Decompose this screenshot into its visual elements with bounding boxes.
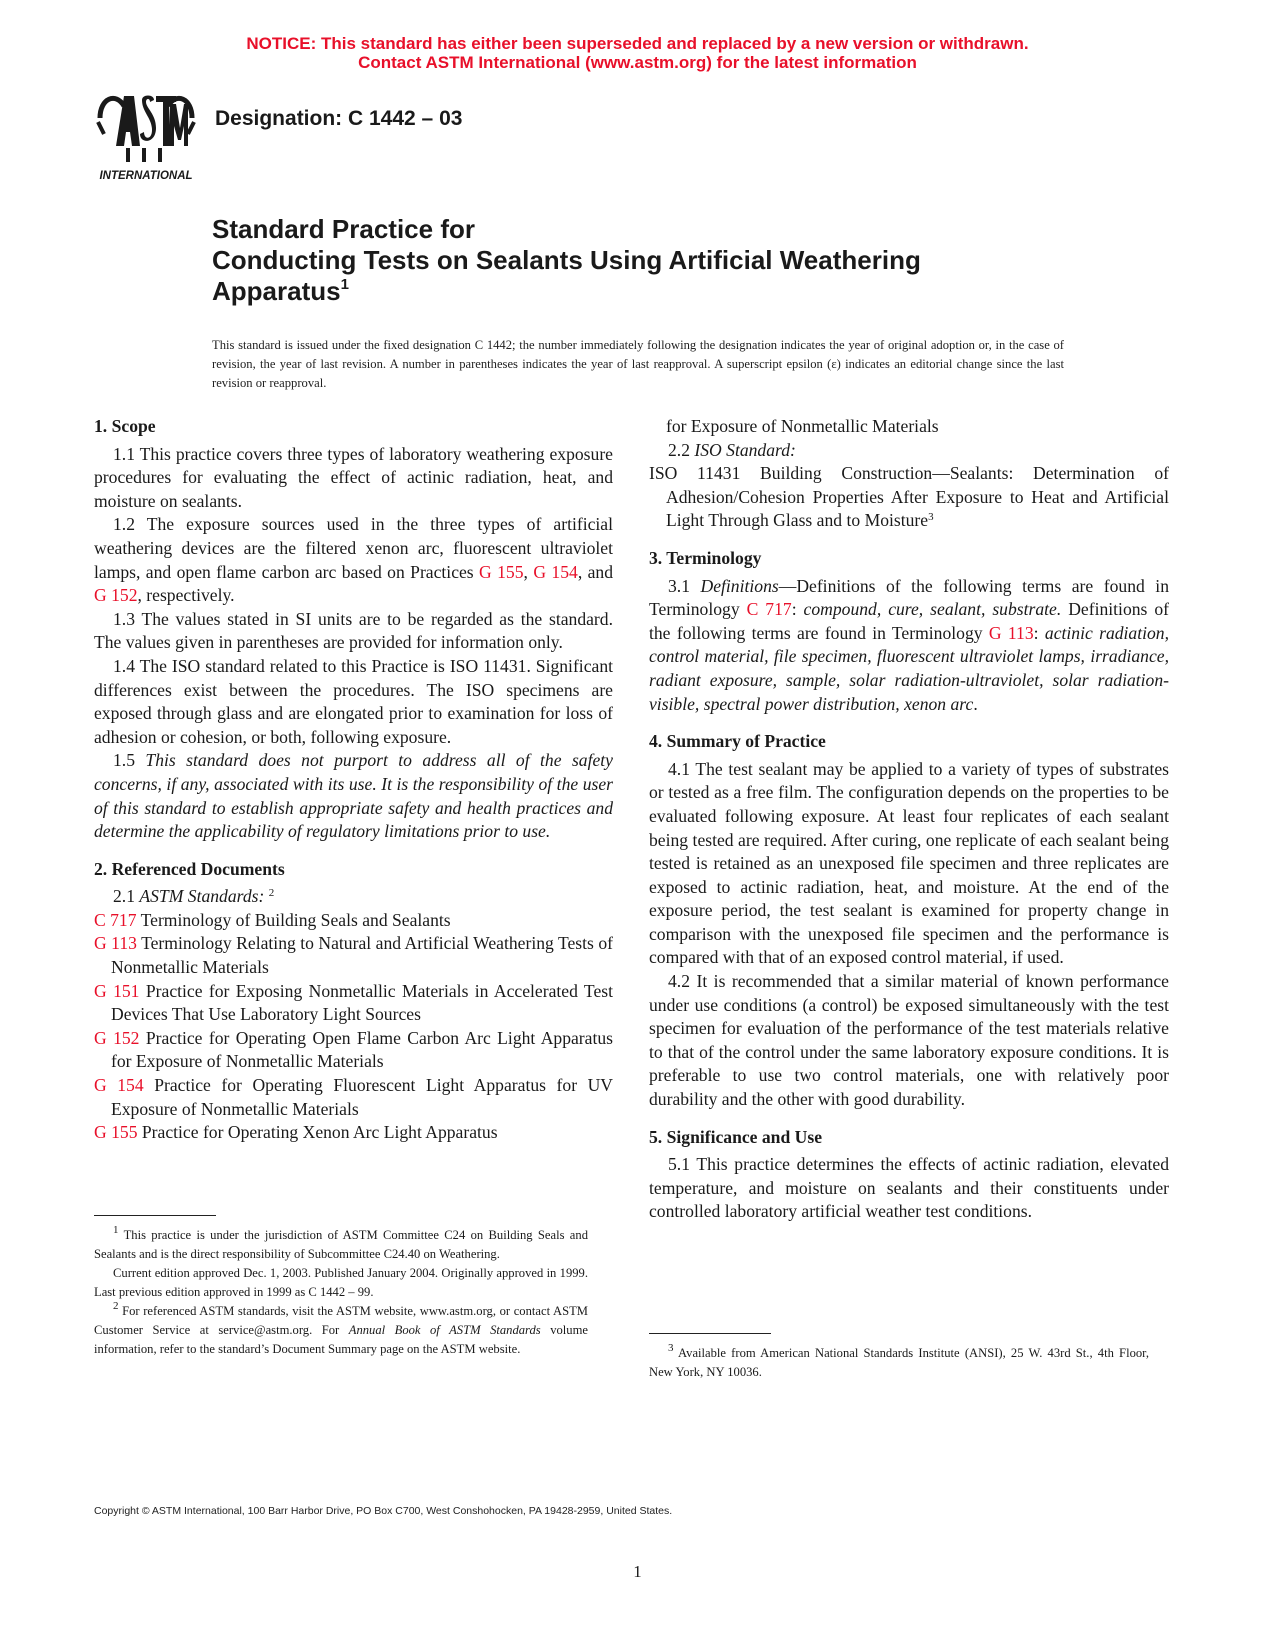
left-column (94, 415, 614, 1356)
paragraph-1-2 (94, 513, 613, 607)
link-g155[interactable]: G 155 (94, 1122, 138, 1143)
section-heading-scope: 1. Scope (94, 416, 156, 436)
superseded-notice (0, 34, 1275, 72)
paragraph-1-2-end: , respectively. (137, 585, 235, 606)
section-heading-significance: 5. Significance and Use (649, 1126, 823, 1147)
footnote-3-mark: 3 (668, 1342, 674, 1354)
referenced-standard-item (94, 909, 613, 933)
title-footnote-mark: 1 (340, 276, 349, 293)
paragraph-1-4: 1.4 The ISO standard related to this Practice is ISO 11431. Significant differences exist between the procedures. The ISO specimens are exposed through glass and are elongated prior to examination for loss of adhesion or cohesion, or both, following exposure. (94, 655, 613, 747)
title-line-3 (212, 276, 1072, 307)
footnote-2-italic: Annual Book of ASTM Standards (348, 1323, 541, 1337)
referenced-standard-item (94, 1074, 613, 1121)
paragraph-2-1-number: 2.1 (113, 886, 140, 907)
referenced-standard-item (94, 980, 613, 1027)
link-g113[interactable]: G 113 (94, 933, 137, 954)
copyright: Copyright © ASTM International, 100 Barr Harbor Drive, PO Box C700, West Conshohocken, PA 19428-2959, United States. (94, 1505, 673, 1517)
paragraph-1-2-text: 1.2 The exposure sources used in the three types of artificial weathering devices are the filtered xenon arc, fluorescent ultraviolet lamps, and open flame carbon arc based on Practices (94, 514, 613, 582)
right-column (649, 415, 1169, 1379)
issued-statement: This standard is issued under the fixed designation C 1442; the number immediately following the designation indicates the year of original adoption or, in the case of revision, the year of last revision. A number in parentheses indicates the year of last reapproval. A superscript epsilon (ε) indicates an editorial change since the last revision or reapproval. (212, 338, 1064, 390)
logo-text: INTERNATIONAL (99, 170, 193, 182)
footnote-1-mark: 1 (113, 1224, 119, 1236)
page-number: 1 (633, 1562, 642, 1581)
paragraph-3-1 (649, 575, 1169, 717)
terminology-end: . (973, 693, 978, 714)
referenced-standard-title: Practice for Operating Fluorescent Light Apparatus for UV Exposure of Nonmetallic Materials (111, 1075, 614, 1119)
referenced-standard-item (94, 1121, 613, 1145)
footnote-1-text: This practice is under the jurisdiction of ASTM Committee C24 on Building Seals and Sealants and is the direct responsibility of Subcommittee C24.40 on Weathering. (94, 1228, 588, 1261)
footnote-2 (94, 1302, 588, 1359)
section-heading-terminology: 3. Terminology (649, 547, 762, 568)
paragraph-3-1-number: 3.1 (668, 575, 701, 596)
terms-c717: compound, cure, sealant, substrate. (803, 599, 1062, 620)
footnote-3-text: Available from American National Standards Institute (ANSI), 25 W. 43rd St., 4th Floor, New York, NY 10036. (649, 1346, 1149, 1379)
footnote-2-text-end: volume information, refer to the standard’s Document Summary page on the ASTM website. (94, 1323, 588, 1356)
section-heading-summary: 4. Summary of Practice (649, 731, 826, 752)
designation: Designation: C 1442 – 03 (215, 107, 463, 130)
definitions-label: Definitions (700, 575, 779, 596)
terminology-text: —Definitions of the following terms are found in Terminology (649, 575, 1169, 620)
iso-11431-text: ISO 11431 Building Construction—Sealants: Determination of Adhesion/Cohesion Properties After Exposure to Heat and Artificial Light Through Glass and to Moisture (649, 463, 1169, 531)
title-line-2: Conducting Tests on Sealants Using Artificial Weathering (212, 245, 921, 275)
astm-international-logo (94, 88, 198, 184)
paragraph-1-3: 1.3 The values stated in SI units are to be regarded as the standard. The values given in parentheses are provided for information only. (94, 608, 613, 653)
separator: , (523, 561, 534, 582)
footnotes-left (94, 1215, 588, 1359)
paragraph-1-5-number: 1.5 (113, 750, 146, 771)
safety-caveat: This standard does not purport to address all of the safety concerns, if any, associated with its use. It is the responsibility of the user of this standard to establish appropriate safety and health practices and determine the applicability of regulatory limitations prior to use. (94, 750, 613, 842)
notice-line-2: Contact ASTM International (www.astm.org) for the latest information (358, 53, 917, 72)
referenced-standard-item (94, 1027, 613, 1074)
referenced-standard-title: Practice for Operating Xenon Arc Light Apparatus (137, 1122, 498, 1143)
separator: , and (577, 561, 613, 582)
link-g154[interactable]: G 154 (533, 561, 578, 582)
paragraph-1-5 (94, 749, 613, 843)
referenced-standard-continued: for Exposure of Nonmetallic Materials (666, 416, 939, 436)
iso-standard-label: ISO Standard: (694, 439, 796, 460)
paragraph-2-2-number: 2.2 (668, 439, 695, 460)
link-g152[interactable]: G 152 (94, 1027, 140, 1048)
footnote-ref-3: 3 (928, 511, 934, 524)
referenced-standard-title: Practice for Exposing Nonmetallic Materials in Accelerated Test Devices That Use Laboratory Light Sources (111, 980, 613, 1025)
notice-line-1: NOTICE: This standard has either been superseded and replaced by a new version or withdrawn. (246, 34, 1029, 53)
link-g154[interactable]: G 154 (94, 1075, 144, 1096)
page-title (212, 214, 1072, 307)
separator: : (791, 599, 804, 620)
paragraph-1-1: 1.1 This practice covers three types of laboratory weathering exposure procedures for evaluating the effect of actinic radiation, heat, and moisture on sealants. (94, 443, 613, 511)
title-line-1: Standard Practice for (212, 214, 475, 244)
referenced-standard-title: Terminology of Building Seals and Sealants (136, 909, 451, 930)
referenced-standard-title: Terminology Relating to Natural and Artificial Weathering Tests of Nonmetallic Materials (111, 933, 613, 978)
footnote-2-mark: 2 (113, 1300, 119, 1312)
title-line-3-text: Apparatus (212, 276, 341, 306)
paragraph-5-1: 5.1 This practice determines the effects of actinic radiation, elevated temperature, and moisture on sealants and their constituents under controlled laboratory artificial weather test conditions. (649, 1154, 1169, 1222)
footnote-2-text: For referenced ASTM standards, visit the ASTM website, www.astm.org, or contact ASTM Customer Service at service@astm.org. For (94, 1304, 588, 1337)
link-g151[interactable]: G 151 (94, 980, 140, 1001)
section-heading-referenced-documents: 2. Referenced Documents (94, 858, 285, 879)
link-g152[interactable]: G 152 (94, 585, 138, 606)
referenced-standard-title: Practice for Operating Open Flame Carbon Arc Light Apparatus for Exposure of Nonmetallic Materials (111, 1027, 613, 1072)
paragraph-4-1: 4.1 The test sealant may be applied to a variety of types of substrates or tested as a free film. The configuration depends on the properties to be evaluated following exposure. At least four replicates of each sealant being tested are required. After curing, one replicate of each sealant being tested is retained as an unexposed file specimen and three replicates are exposed to actinic radiation, heat, and moisture. At the end of the exposure period, the test sealant is examined for property change in comparison with the unexposed file specimen and the performance is compared with that of an exposed control material, if used. (649, 758, 1169, 968)
referenced-standard-item (94, 932, 613, 979)
footnote-1-edition: Current edition approved Dec. 1, 2003. Published January 2004. Originally approved in 1999. Last previous edition approved in 1999 as C 1442 – 99. (94, 1266, 588, 1299)
paragraph-4-2: 4.2 It is recommended that a similar material of known performance under use conditions (a control) be exposed simultaneously with the test specimen for evaluation of the performance of the test materials relative to that of the control under the same laboratory exposure conditions. It is preferable to use two control materials, one with relatively poor durability and the other with good durability. (649, 971, 1169, 1110)
link-c717[interactable]: C 717 (746, 599, 792, 620)
link-g113[interactable]: G 113 (988, 622, 1034, 643)
terminology-text: Definitions of the following terms are found in Terminology (649, 599, 1169, 643)
paragraph-2-1 (94, 885, 613, 909)
link-g155[interactable]: G 155 (479, 561, 524, 582)
paragraph-2-2 (649, 439, 1169, 463)
iso-11431-reference (649, 462, 1169, 533)
astm-logo-icon (94, 88, 198, 184)
footnote-1 (94, 1226, 588, 1264)
terms-g113: actinic radiation, control material, file specimen, fluorescent ultraviolet lamps, irradiance, radiant exposure, sample, solar radiation-ultraviolet, solar radiation-visible, spectral power distribution, xenon arc (649, 622, 1169, 714)
referenced-standards-list (94, 909, 613, 1145)
astm-standards-label: ASTM Standards: (139, 886, 265, 907)
link-c717[interactable]: C 717 (94, 909, 137, 930)
footnote-3 (649, 1344, 1149, 1382)
footnotes-right (649, 1333, 1149, 1382)
footnote-ref-2: 2 (268, 887, 275, 900)
separator: : (1033, 622, 1045, 643)
